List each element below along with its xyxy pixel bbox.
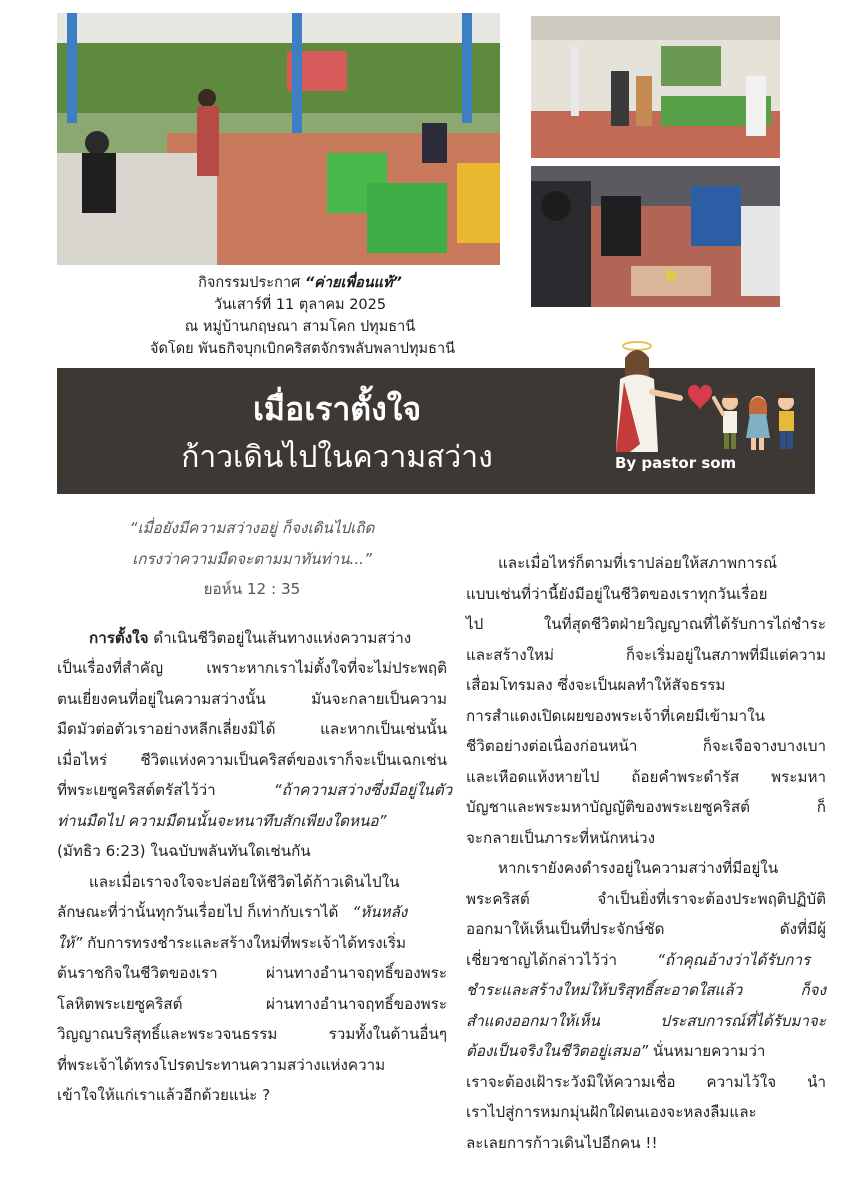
paragraph-line: ที่พระเยซูคริสต์ตรัสไว้ว่า “ถ้าความสว่างซึ่งมีอยู่ในตัว (57, 781, 453, 799)
paragraph-line: ต้องเป็นจริงในชีวิตอยู่เสมอ” นั่นหมายความว่า (466, 1042, 766, 1060)
paragraph-line: มืดมัวต่อตัวเราอย่างหลีกเลี่ยงมิได้ และหากเป็นเช่นนั้น (57, 720, 447, 738)
photo-caption (150, 272, 456, 360)
paragraph-line: และเมื่อไหร่ก็ตามที่เราปล่อยให้สภาพการณ์ (498, 554, 778, 572)
article-title-line-1: เมื่อเราตั้งใจ (252, 390, 422, 428)
paragraph-line: ลักษณะที่ว่านั้นทุกวันเรื่อยไป ก็เท่ากับเราได้ “หันหลัง (57, 903, 408, 921)
paragraph-line: เป็นเรื่องที่สำคัญ เพราะหากเราไม่ตั้งใจที่จะไม่ประพฤติ (57, 659, 447, 677)
paragraph-line: เชี่ยวชาญได้กล่าวไว้ว่า “ถ้าคุณอ้างว่าได้รับการ (466, 950, 811, 969)
spacer (57, 605, 447, 623)
paragraph-line: หากเรายังคงดำรงอยู่ในความสว่างที่มีอยู่ใน (498, 859, 779, 877)
author-byline: By pastor som (615, 454, 737, 472)
paragraph-line: เราไปสู่การหมกมุ่นฝักใฝ่ตนเองจะหลงลืมและ (466, 1103, 757, 1121)
article-banner (57, 368, 815, 494)
caption-organizer: จัดโดย พันธกิจบุกเบิกคริสตจักรพลับพลาปทุมธานี (150, 341, 456, 357)
paragraph-line: และสร้างใหม่ ก็จะเริ่มอยู่ในสภาพที่มีแต่ความ (466, 645, 826, 664)
paragraph-line: ออกมาให้เห็นเป็นที่ประจักษ์ชัด ดังที่มีผู้ (466, 920, 826, 938)
paragraph-line: ชีวิตอย่างต่อเนื่องก่อนหน้า ก็จะเจือจางบางเบา (466, 737, 826, 755)
activity-photo-bottom-right (531, 166, 780, 307)
caption-location: ณ หมู่บ้านกฤษณา สามโคก ปทุมธานี (184, 319, 416, 335)
article-left-column (57, 513, 453, 1111)
activity-photo-main (57, 13, 500, 265)
paragraph-line: เสื่อมโทรมลง ซึ่งจะเป็นผลทำให้สัจธรรม (466, 676, 726, 694)
scripture-reference: ยอห์น 12 : 35 (203, 580, 301, 598)
paragraph-line: ตนเยี่ยงคนที่อยู่ในความสว่างนั้น มันจะกลายเป็นความ (57, 689, 447, 708)
paragraph-line: พระคริสต์ จำเป็นยิ่งที่เราจะต้องประพฤติปฏิบัติ (466, 889, 826, 908)
lead-term: การตั้งใจ (89, 628, 149, 647)
camp-name: “ค่ายเพื่อนแท้” (304, 275, 402, 291)
paragraph-line: ให้” กับการทรงชำระและสร้างใหม่ที่พระเจ้าได้ทรงเริ่ม (57, 933, 407, 952)
paragraph-line: และเมื่อเราจงใจจะปล่อยให้ชีวิตได้ก้าวเดินไปใน (89, 872, 400, 891)
expert-quote-cont: สำแดงออกมาให้เห็น ประสบการณ์ที่ได้รับมาจะ (466, 1011, 826, 1030)
expert-quote-cont: ชำระและสร้างใหม่ให้บริสุทธิ์สะอาดใสแล้ว ก็จง (466, 981, 826, 999)
paragraph-line: เข้าใจให้แก่เราแล้วอีกด้วยแน่ะ ? (57, 1086, 271, 1104)
paragraph-line: โลหิตพระเยซูคริสต์ ผ่านทางอำนาจฤทธิ์ของพระ (57, 994, 447, 1013)
activity-photo-top-right (531, 16, 780, 158)
paragraph-line: (มัทธิว 6:23) ในฉบับพลันทันใดเช่นกัน (57, 842, 311, 860)
paragraph-line: ที่พระเจ้าได้ทรงโปรดประทานความสว่างแห่งความ (57, 1055, 386, 1074)
paragraph-line: การสำแดงเปิดเผยของพระเจ้าที่เคยมีเข้ามาใน (466, 706, 766, 725)
caption-date: วันเสาร์ที่ 11 ตุลาคม 2025 (213, 297, 387, 313)
paragraph-line: เราจะต้องเฝ้าระวังมิให้ความเชื่อ ความไว้ใจ นำ (466, 1072, 826, 1091)
jesus-quote-cont: ท่านมืดไป ความมืดนนั้นจะหนาทึบสักเพียงใดหนอ” (57, 811, 387, 830)
article-right-column (466, 548, 826, 1158)
article-title-line-2: ก้าวเดินไปในความสว่าง (181, 440, 493, 475)
jesus-quote: “ถ้าความสว่างซึ่งมีอยู่ในตัว (273, 781, 453, 799)
caption-line-1: กิจกรรมประกาศ “ค่ายเพื่อนแท้” (198, 275, 402, 291)
paragraph-line: บัญชาและพระมหาบัญญัติของพระเยซูคริสต์ ก็ (466, 798, 826, 816)
scripture-quote-line-2: เกรงว่าความมืดจะตามมาทันท่าน...” (132, 549, 372, 568)
expert-quote: “ถ้าคุณอ้างว่าได้รับการ (657, 950, 811, 969)
paragraph-line: การตั้งใจ ดำเนินชีวิตอยู่ในเส้นทางแห่งความสว่าง (89, 628, 412, 647)
paragraph-line: วิญญาณบริสุทธิ์และพระวจนธรรม รวมทั้งในด้านอื่นๆ (57, 1025, 447, 1043)
scripture-quote-line-1: “เมื่อยังมีความสว่างอยู่ ก็จงเดินไปเถิด (129, 519, 375, 537)
paragraph-line: เมื่อไหร่ ชีวิตแห่งความเป็นคริสต์ของเราก็จะเป็นเฉกเช่น (57, 750, 447, 769)
paragraph-line: ไป ในที่สุดชีวิตฝ่ายวิญญาณที่ได้รับการไถ่ชำระ (466, 615, 826, 633)
paragraph-line: จะกลายเป็นภาระที่หนักหน่วง (466, 828, 655, 847)
paragraph-line: และเหือดแห้งหายไป ถ้อยคำพระดำรัส พระมหา (466, 767, 826, 786)
paragraph-line: แบบเช่นที่ว่านี้ยังมีอยู่ในชีวิตของเราทุกวันเรื่อย (466, 584, 768, 603)
jesus-with-children-illustration (592, 334, 822, 464)
paragraph-line: ละเลยการก้าวเดินไปอีกคน !! (466, 1133, 658, 1152)
paragraph-line: ต้นราชกิจในชีวิตของเรา ผ่านทางอำนาจฤทธิ์ของพระ (57, 964, 447, 982)
